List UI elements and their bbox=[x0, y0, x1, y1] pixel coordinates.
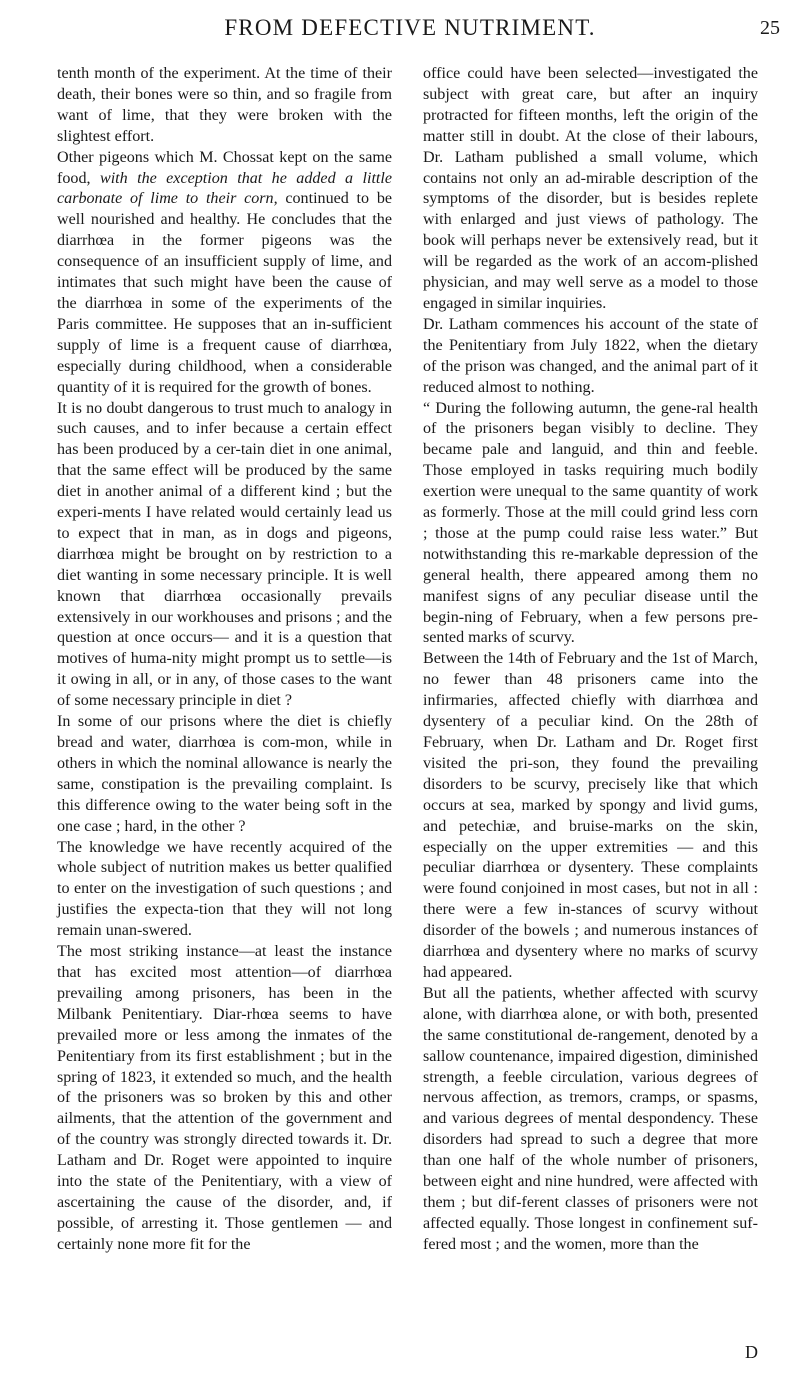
paragraph: Between the 14th of February and the 1st of March, no fewer than 48 prisoners came into the infirmaries, affected chiefly with diarrhœa and dysentery of a peculiar kind. On the 28th of February, when Dr. Latham and Dr. Roget first visited the pri-son, they found the prevailing disorders to be scurvy, precisely like that which occurs at sea, marked by spongy and livid gums, and petechiæ, and bruise-marks on the skin, especially on the upper extremities — and this peculiar diarrhœa or dysentery. These complaints were found conjoined in most cases, but not in all : there were a few in-stances of scurvy without disorder of the bowels ; and numerous instances of diarrhœa and dysentery where no marks of scurvy had appeared. bbox=[423, 650, 758, 981]
running-title: FROM DEFECTIVE NUTRIMENT. bbox=[224, 15, 596, 40]
paragraph: But all the patients, whether affected with scurvy alone, with diarrhœa alone, or with both, presented the same constitutional de-rangement, denoted by a sallow countenance, impaired digestion, diminished strength, a feeble circulation, various degrees of nervous affection, as tremors, cramps, or spasms, and various degrees of mental despondency. These disorders had spread to such a degree that more than one half of the whole number of prisoners, between eight and nine hundred, were affected with them ; but dif-ferent classes of prisoners were not affected equally. Those longest in confinement suf-fered most ; and the women, more than the bbox=[423, 984, 758, 1253]
text-run: Other pigeons which M. Chossat kept on the same food, bbox=[57, 148, 392, 187]
paragraph: The knowledge we have recently acquired of the whole subject of nutrition makes us better qualified to enter on the investigation of such questions ; and justifies the expecta-tion that they will not long remain unan-swered. bbox=[57, 838, 392, 940]
paragraph: Dr. Latham commences his account of the state of the Penitentiary from July 1822, when the dietary of the prison was changed, and the animal part of it reduced almost to nothing. bbox=[423, 315, 758, 396]
paragraph: It is no doubt dangerous to trust much to analogy in such causes, and to infer because a certain effect has been produced by a cer-tain diet in one animal, that the same effect will be produced by the same diet in another animal of a different kind ; but the experi-ments I have related would certainly lead us to expect that in man, as in dogs and pigeons, diarrhœa might be brought on by restriction to a diet wanting in some necessary principle. It is well known that diarrhœa occasionally prevails extensively in our workhouses and prisons ; and the question at once occurs— and it is a question that motives of huma-nity might prompt us to settle—is it owing in all, or in any, of those cases to the want of some necessary principle in diet ? bbox=[57, 399, 392, 710]
left-column bbox=[57, 64, 392, 1256]
paragraph: tenth month of the experiment. At the time of their death, their bones were so thin, and so fragile from want of lime, that they were broken with the slightest effort. bbox=[57, 65, 392, 145]
paragraph-quote: “ During the following autumn, the gene-ral health of the prisoners began visibly to decline. They became pale and languid, and thin and feeble. Those employed in tasks requiring much bodily exertion were unequal to the same quantity of work as formerly. Those at the mill could grind less corn ; those at the pump could raise less water.” But notwithstanding this re-markable depression of the general health, there appeared among them no manifest signs of any peculiar disease until the begin-ning of February, when a few persons pre-sented marks of scurvy. bbox=[423, 399, 758, 647]
running-head bbox=[60, 10, 780, 50]
paragraph-chossat bbox=[57, 148, 392, 399]
paragraph: In some of our prisons where the diet is chiefly bread and water, diarrhœa is com-mon, while in others in which the nominal allowance is nearly the same, constipation is the prevailing complaint. Is this difference owing to the water being soft in the one case ; hard, in the other ? bbox=[57, 713, 392, 835]
text-run: continued to be well nourished and healthy. He concludes that the diarrhœa in the former pigeons was the consequence of an insufficient supply of lime, and intimates that such might have been the cause of the diarrhœa in some of the experiments of the Paris committee. He supposes that an in-sufficient supply of lime is a frequent cause of diarrhœa, especially during childhood, when a considerable quantity of it is required for the growth of bones. bbox=[57, 190, 393, 396]
right-column bbox=[423, 64, 758, 1256]
page-number: 25 bbox=[760, 17, 780, 39]
italic-emphasis: with the exception that he added a little carbonate of lime to their corn, bbox=[57, 169, 392, 208]
paragraph: The most striking instance—at least the instance that has excited most attention—of diarrhœa prevailing among prisoners, has been in the Milbank Penitentiary. Diar-rhœa seems to have prevailed more or less among the inmates of the Penitentiary from its first establishment ; but in the spring of 1823, it extended so much, and the health of the prisoners was so broken by this and other ailments, that the attention of the government and of the country was strongly directed towards it. Dr. Latham and Dr. Roget were appointed to inquire into the state of the Penitentiary, with a view of ascertaining the cause of the disorder, and, if possible, of arresting it. Those gentlemen — and certainly none more fit for the bbox=[57, 943, 392, 1253]
signature-mark: D bbox=[745, 1342, 758, 1362]
paragraph: office could have been selected—investigated the subject with great care, but after an inquiry protracted for fifteen months, left the origin of the matter still in doubt. At the close of their labours, Dr. Latham published a small volume, which contains not only an ad-mirable description of the symptoms of the disorder, but is besides replete with enlarged and just views of pathology. The book will perhaps never be extensively read, but it will be regarded as the work of an accom-plished physician, and may well serve as a model to those engaged in similar inquiries. bbox=[423, 65, 758, 312]
